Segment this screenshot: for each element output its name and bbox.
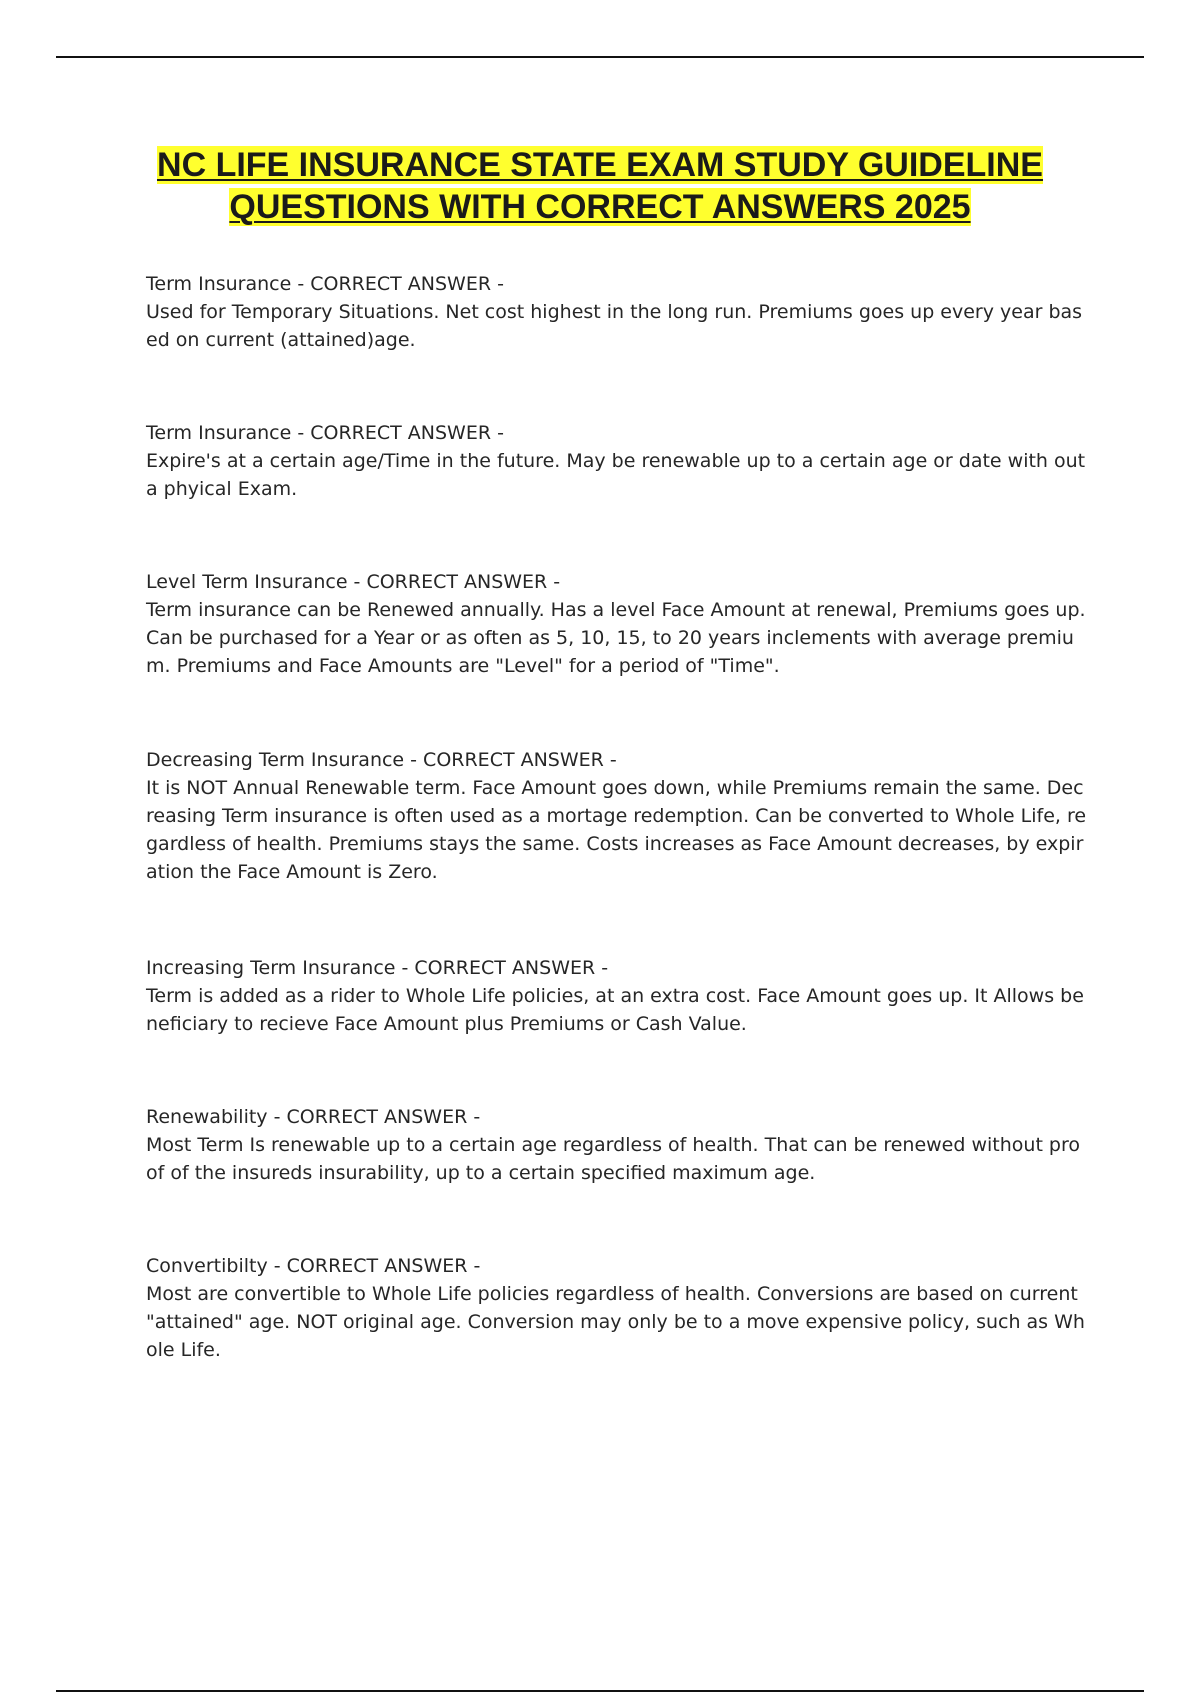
qa-question: Term Insurance - CORRECT ANSWER - [146, 273, 504, 295]
top-divider [56, 56, 1144, 58]
qa-answer: Most are convertible to Whole Life policies regardless of health. Conversions are based on current "attained" age. NOT original age. Conversion may only be to a move expensive policy, such as Whole Life. [146, 1283, 1085, 1361]
bottom-divider [56, 1690, 1144, 1692]
qa-item [146, 954, 1091, 1038]
qa-answer: Term insurance can be Renewed annually. Has a level Face Amount at renewal, Premiums goes up. Can be purchased for a Year or as often as 5, 10, 15, to 20 years inclements with average premium. Premiums and Face Amounts are "Level" for a period of "Time". [146, 599, 1086, 677]
qa-item [146, 270, 1091, 354]
qa-answer: Used for Temporary Situations. Net cost highest in the long run. Premiums goes up every year based on current (attained)age. [146, 301, 1083, 351]
qa-answer: It is NOT Annual Renewable term. Face Amount goes down, while Premiums remain the same. Decreasing Term insurance is often used as a mortage redemption. Can be converted to Whole Life, regardless of health. Premiums stays the same. Costs increases as Face Amount decreases, by expiration the Face Amount is Zero. [146, 777, 1087, 883]
qa-question: Level Term Insurance - CORRECT ANSWER - [146, 571, 561, 593]
qa-question: Increasing Term Insurance - CORRECT ANSWER - [146, 957, 609, 979]
qa-item [146, 1252, 1091, 1364]
document-title [100, 144, 1100, 228]
qa-item [146, 419, 1091, 503]
qa-question: Term Insurance - CORRECT ANSWER - [146, 422, 504, 444]
qa-question: Renewability - CORRECT ANSWER - [146, 1106, 481, 1128]
qa-question: Decreasing Term Insurance - CORRECT ANSWER - [146, 749, 617, 771]
qa-answer: Term is added as a rider to Whole Life policies, at an extra cost. Face Amount goes up. It Allows beneficiary to recieve Face Amount plus Premiums or Cash Value. [146, 985, 1084, 1035]
qa-question: Convertibilty - CORRECT ANSWER - [146, 1255, 481, 1277]
qa-answer: Most Term Is renewable up to a certain age regardless of health. That can be renewed without proof of the insureds insurability, up to a certain specified maximum age. [146, 1134, 1081, 1184]
title-highlight: NC LIFE INSURANCE STATE EXAM STUDY GUIDELINE QUESTIONS WITH CORRECT ANSWERS 2025 [157, 146, 1043, 226]
qa-item [146, 1103, 1091, 1187]
qa-answer: Expire's at a certain age/Time in the future. May be renewable up to a certain age or date with out a phyical Exam. [146, 450, 1086, 500]
qa-item [146, 568, 1091, 680]
qa-item [146, 746, 1091, 886]
